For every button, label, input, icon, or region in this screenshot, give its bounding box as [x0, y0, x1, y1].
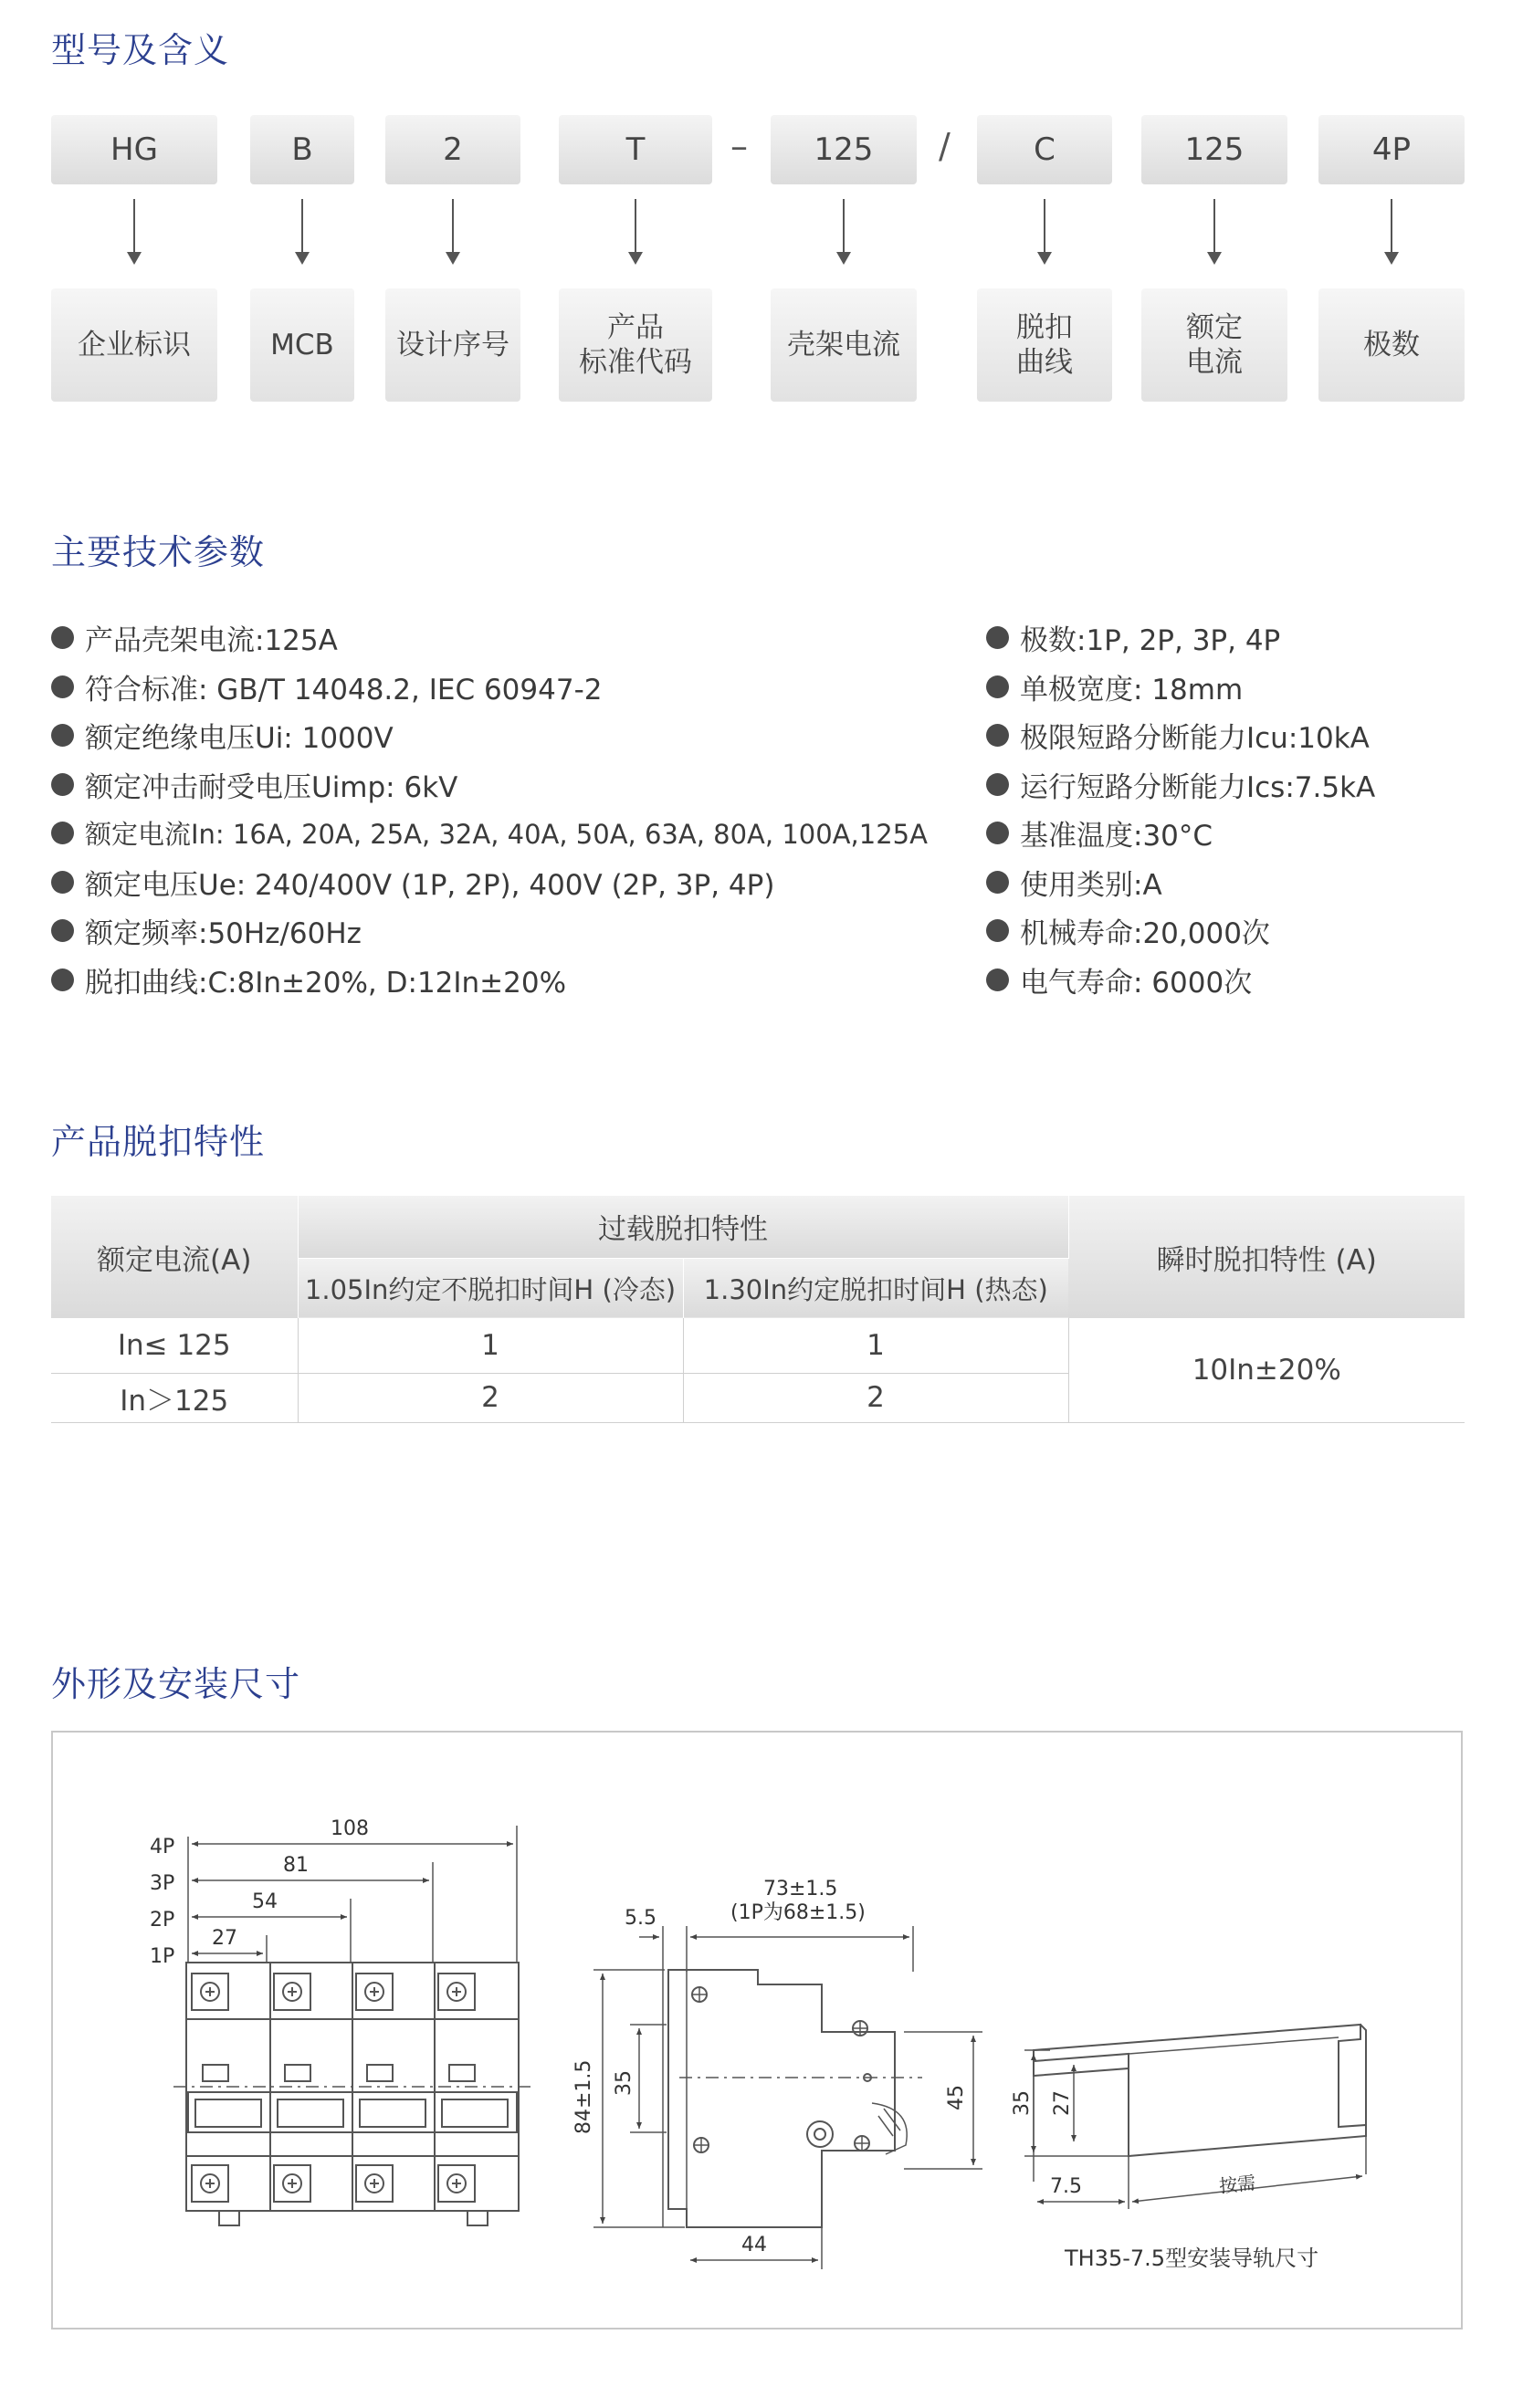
model-section-title: 型号及含义 — [51, 30, 230, 70]
separator-slash: / — [939, 126, 951, 166]
param-item: 额定绝缘电压Ui: 1000V — [51, 711, 928, 760]
row-cold: 1 — [298, 1318, 683, 1373]
header-cold: 1.05In约定不脱扣时间H (冷态) — [298, 1258, 683, 1318]
code-box-4p: 4P — [1318, 115, 1465, 184]
pole-label-4p: 4P — [150, 1836, 175, 1858]
dim-45: 45 — [945, 2085, 968, 2110]
code-box-hg: HG — [51, 115, 217, 184]
meaning-design-serial: 设计序号 — [385, 288, 520, 402]
param-item: 符合标准: GB/T 14048.2, IEC 60947-2 — [51, 663, 928, 712]
param-item: 运行短路分断能力Ics:7.5kA — [986, 760, 1375, 810]
meaning-mcb: MCB — [250, 288, 354, 402]
dim-35: 35 — [613, 2070, 635, 2096]
code-box-b: B — [250, 115, 354, 184]
param-item: 单极宽度: 18mm — [986, 663, 1375, 712]
pole-label-1p: 1P — [150, 1945, 175, 1968]
instant-value: 10In±20% — [1068, 1318, 1465, 1422]
params-section-title: 主要技术参数 — [51, 532, 266, 572]
param-item: 产品壳架电流:125A — [51, 613, 928, 663]
meaning-trip-curve: 脱扣 曲线 — [977, 288, 1112, 402]
meaning-poles: 极数 — [1318, 288, 1465, 402]
dim-5-5: 5.5 — [625, 1907, 656, 1930]
header-instant: 瞬时脱扣特性 (A) — [1068, 1196, 1465, 1318]
row-hot: 1 — [683, 1318, 1068, 1373]
code-box-2: 2 — [385, 115, 520, 184]
param-item: 额定频率:50Hz/60Hz — [51, 906, 928, 956]
rail-dim-27: 27 — [1051, 2090, 1074, 2116]
meaning-standard-code: 产品 标准代码 — [559, 288, 712, 402]
dim-73: 73±1.5 — [763, 1878, 838, 1900]
separator-dash: – — [730, 126, 748, 166]
rail-dim-7-5: 7.5 — [1050, 2175, 1082, 2198]
row-hot: 2 — [683, 1373, 1068, 1422]
param-item: 额定电压Ue: 240/400V (1P, 2P), 400V (2P, 3P, 4P) — [51, 858, 928, 907]
rail-dim-35: 35 — [1011, 2090, 1034, 2116]
meaning-company-id: 企业标识 — [51, 288, 217, 402]
dim-84: 84±1.5 — [572, 2059, 595, 2134]
rail-caption: TH35-7.5型安装导轨尺寸 — [1065, 2246, 1319, 2271]
trip-section-title: 产品脱扣特性 — [51, 1122, 266, 1162]
pole-label-3p: 3P — [150, 1872, 175, 1895]
param-item: 电气寿命: 6000次 — [986, 956, 1375, 1005]
param-item: 额定冲击耐受电压Uimp: 6kV — [51, 760, 928, 810]
width-27: 27 — [212, 1927, 237, 1950]
param-item: 基准温度:30°C — [986, 809, 1375, 858]
dim-73-note: (1P为68±1.5) — [730, 1901, 866, 1924]
row-rated: In≤ 125 — [51, 1318, 298, 1373]
param-item: 极限短路分断能力Icu:10kA — [986, 711, 1375, 760]
front-terminals — [192, 1974, 475, 2202]
width-81: 81 — [283, 1854, 309, 1877]
header-hot: 1.30In约定脱扣时间H (热态) — [683, 1258, 1068, 1318]
width-54: 54 — [252, 1890, 278, 1913]
row-cold: 2 — [298, 1373, 683, 1422]
rail-length-as-needed: 按需 — [1218, 2171, 1257, 2197]
code-box-rated-125: 125 — [1141, 115, 1287, 184]
dimensions-section-title: 外形及安装尺寸 — [51, 1664, 301, 1704]
param-item: 使用类别:A — [986, 858, 1375, 907]
param-item: 机械寿命:20,000次 — [986, 906, 1375, 956]
width-108: 108 — [331, 1817, 369, 1840]
side-view-drawing — [593, 1926, 982, 2269]
dim-44: 44 — [741, 2234, 767, 2256]
param-item: 额定电流In: 16A, 20A, 25A, 32A, 40A, 50A, 63A, 80A, 100A,125A — [51, 809, 928, 858]
header-rated-current: 额定电流(A) — [51, 1196, 298, 1318]
code-box-125: 125 — [771, 115, 917, 184]
header-overload: 过载脱扣特性 — [298, 1196, 1068, 1258]
code-box-t: T — [559, 115, 712, 184]
meaning-rated-current: 额定 电流 — [1141, 288, 1287, 402]
meaning-frame-current: 壳架电流 — [771, 288, 917, 402]
param-item: 脱扣曲线:C:8In±20%, D:12In±20% — [51, 956, 928, 1005]
pole-label-2p: 2P — [150, 1909, 175, 1932]
code-box-c: C — [977, 115, 1112, 184]
param-item: 极数:1P, 2P, 3P, 4P — [986, 613, 1375, 663]
row-rated: In＞125 — [51, 1373, 298, 1422]
